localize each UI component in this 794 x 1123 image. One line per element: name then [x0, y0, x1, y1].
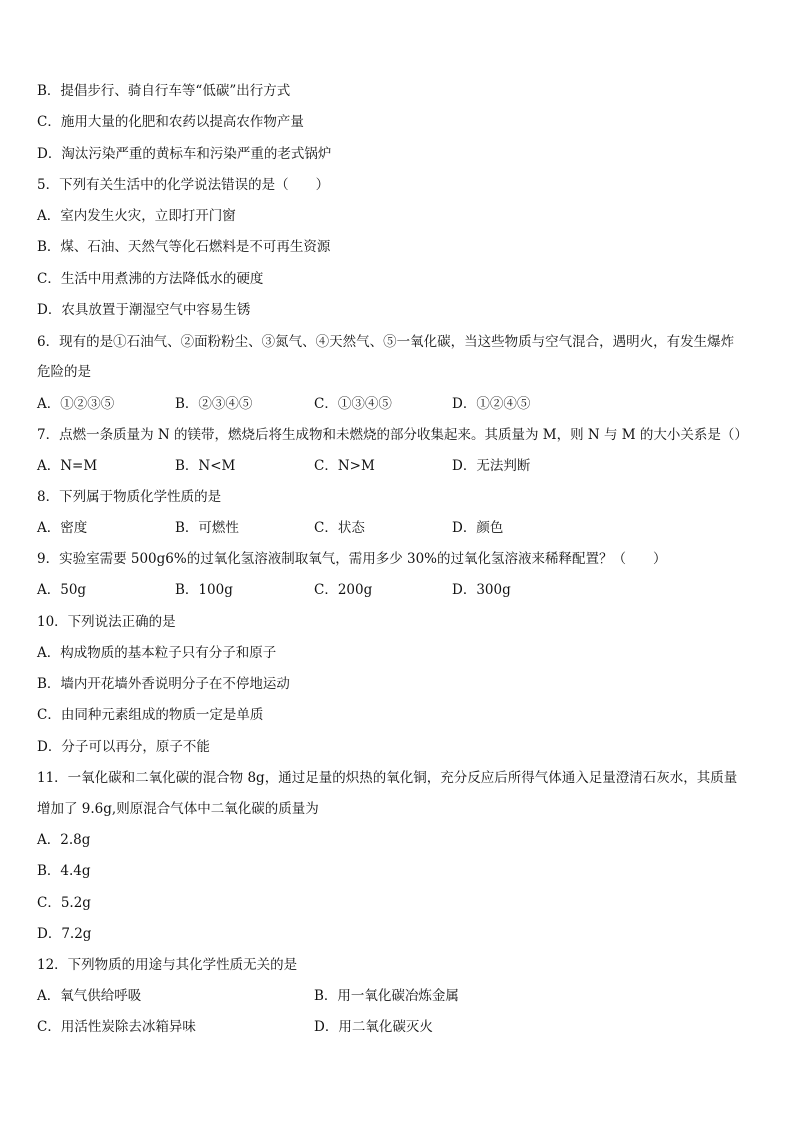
q10-option-d: D．分子可以再分，原子不能	[37, 739, 210, 755]
q9-option-d: D．300g	[452, 582, 511, 598]
q12-option-b: B．用一氧化碳冶炼金属	[314, 988, 459, 1004]
q12-option-a: A．氧气供给呼吸	[37, 988, 142, 1004]
q11-option-c: C．5.2g	[37, 895, 91, 911]
q10-option-b: B．墙内开花墙外香说明分子在不停地运动	[37, 676, 290, 692]
q10-option-a: A．构成物质的基本粒子只有分子和原子	[37, 645, 277, 661]
q6-option-d: D．①②④⑤	[452, 396, 531, 412]
q9-option-c: C．200g	[314, 582, 373, 598]
q4-option-b: B．提倡步行、骑自行车等“低碳”出行方式	[37, 83, 291, 99]
q8-option-c: C．状态	[314, 520, 365, 536]
q12-stem: 12．下列物质的用途与其化学性质无关的是	[37, 957, 298, 973]
q11-stem-line1: 11．一氧化碳和二氧化碳的混合物 8g，通过足量的炽热的氧化铜，充分反应后所得气体通入足量澄清石灰水，其质量	[37, 770, 738, 786]
q7-option-c: C．N>M	[314, 458, 375, 474]
q11-stem-line2: 增加了 9.6g,则原混合气体中二氧化碳的质量为	[37, 801, 319, 817]
q8-option-b: B．可燃性	[175, 520, 239, 536]
q6-stem-line2: 危险的是	[37, 364, 91, 380]
q9-stem: 9．实验室需要 500g6%的过氧化氢溶液制取氧气，需用多少 30%的过氧化氢溶液来稀释配置？（ ）	[37, 551, 667, 567]
q8-option-a: A．密度	[37, 520, 88, 536]
q5-option-d: D．农具放置于潮湿空气中容易生锈	[37, 302, 251, 318]
q5-stem: 5．下列有关生活中的化学说法错误的是（ ）	[37, 177, 330, 193]
q6-option-a: A．①②③⑤	[37, 396, 115, 412]
q5-option-c: C．生活中用煮沸的方法降低水的硬度	[37, 271, 264, 287]
q6-option-c: C．①③④⑤	[314, 396, 392, 412]
q10-option-c: C．由同种元素组成的物质一定是单质	[37, 707, 264, 723]
q9-option-b: B．100g	[175, 582, 233, 598]
q8-option-d: D．颜色	[452, 520, 504, 536]
q4-option-d: D．淘汰污染严重的黄标车和污染严重的老式锅炉	[37, 146, 332, 162]
q12-option-c: C．用活性炭除去冰箱异味	[37, 1019, 196, 1035]
q11-option-a: A．2.8g	[37, 832, 91, 848]
q8-stem: 8．下列属于物质化学性质的是	[37, 489, 222, 505]
q6-option-b: B．②③④⑤	[175, 396, 253, 412]
q5-option-b: B．煤、石油、天然气等化石燃料是不可再生资源	[37, 239, 331, 255]
q10-stem: 10．下列说法正确的是	[37, 614, 176, 630]
q4-option-c: C．施用大量的化肥和农药以提高农作物产量	[37, 114, 304, 130]
q7-option-b: B．N<M	[175, 458, 236, 474]
q5-option-a: A．室内发生火灾，立即打开门窗	[37, 208, 236, 224]
q7-option-a: A．N=M	[37, 458, 98, 474]
q11-option-b: B．4.4g	[37, 863, 91, 879]
q6-stem-line1: 6．现有的是①石油气、②面粉粉尘、③氮气、④天然气、⑤一氧化碳，当这些物质与空气混合，遇明火，有发生爆炸	[37, 334, 735, 350]
q11-option-d: D．7.2g	[37, 926, 92, 942]
q9-option-a: A．50g	[37, 582, 87, 598]
q7-stem: 7．点燃一条质量为 N 的镁带，燃烧后将生成物和未燃烧的部分收集起来。其质量为 M，则 N 与 M 的大小关系是（）	[37, 427, 748, 443]
q12-option-d: D．用二氧化碳灭火	[314, 1019, 433, 1035]
q7-option-d: D．无法判断	[452, 458, 531, 474]
